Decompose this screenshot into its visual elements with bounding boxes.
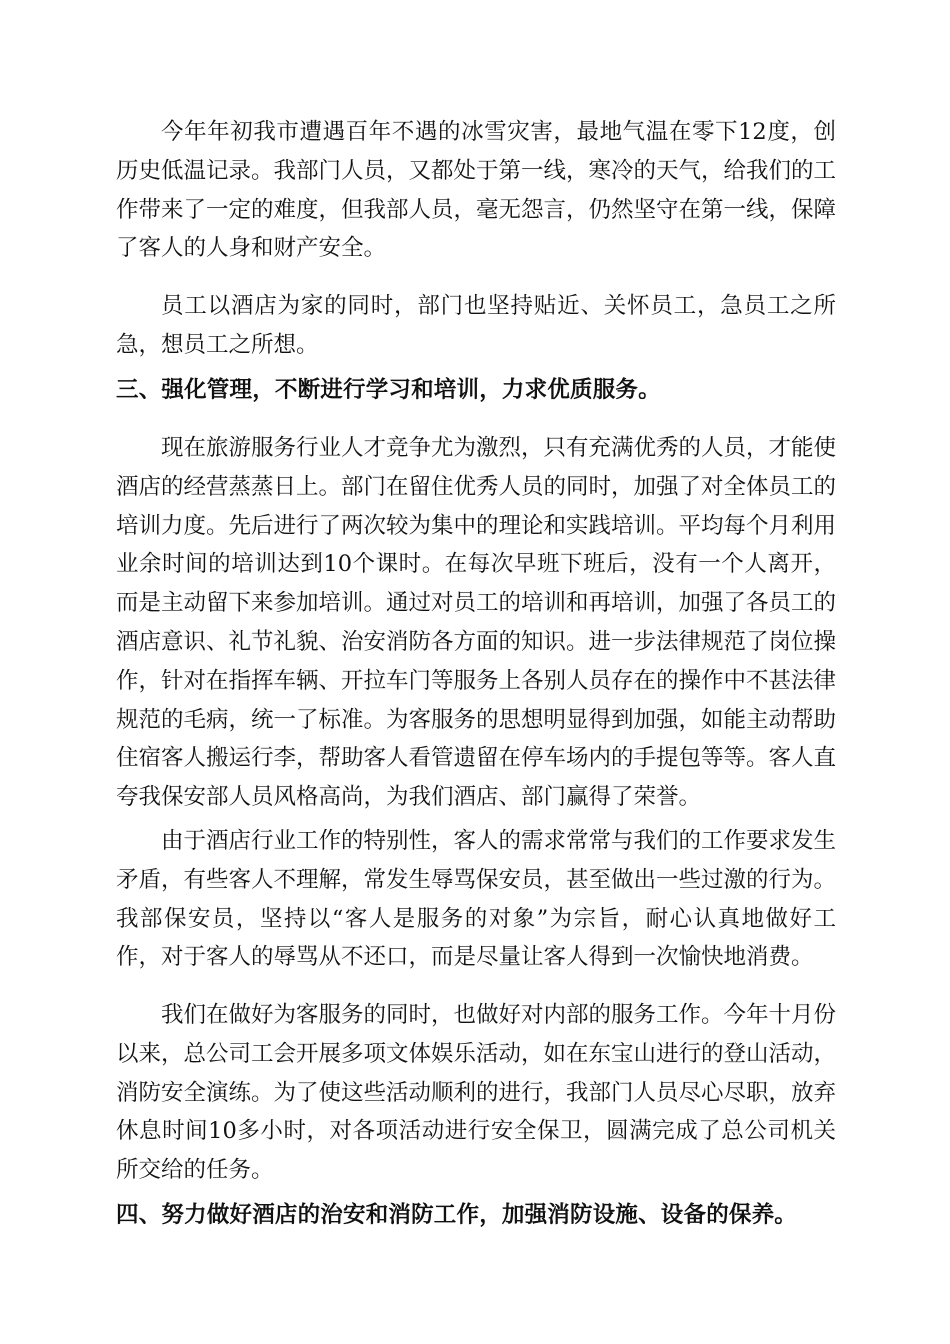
paragraph-employee-care: 员工以酒店为家的同时，部门也坚持贴近、关怀员工，急员工之所急，想员工之所想。 [116,293,836,358]
paragraph-customer-conflict: 由于酒店行业工作的特别性，客人的需求常常与我们的工作要求发生矛盾，有些客人不理解，常发生辱骂保安员，甚至做出一些过激的行为。我部保安员，坚持以“客人是服务的对象”为宗旨，耐心认真地做好工作，对于客人的辱骂从不还口，而是尽量让客人得到一次愉快地消费。 [116,828,837,971]
paragraph-training: 现在旅游服务行业人才竞争尤为激烈，只有充满优秀的人员，才能使酒店的经营蒸蒸日上。部门在留住优秀人员的同时，加强了对全体员工的培训力度。先后进行了两次较为集中的理论和实践培训。平均每个月利用业余时间的培训达到10个课时。在每次早班下班后，没有一个人离开，而是主动留下来参加培训。通过对员工的培训和再培训，加强了各员工的酒店意识、礼节礼貌、治安消防各方面的知识。进一步法律规范了岗位操作，针对在指挥车辆、开拉车门等服务上各别人员存在的操作中不甚法律规范的毛病，统一了标准。为客服务的思想明显得到加强，如能主动帮助住宿客人搬运行李，帮助客人看管遗留在停车场内的手提包等等。客人直夸我保安部人员风格高尚，为我们酒店、部门赢得了荣誉。 [116,435,837,811]
paragraph-ice-disaster: 今年年初我市遭遇百年不遇的冰雪灾害，最地气温在零下12度，创历史低温记录。我部门人员，又都处于第一线，寒冷的天气，给我们的工作带来了一定的难度，但我部人员，毫无怨言，仍然坚守在第一线，保障了客人的人身和财产安全。 [116,119,837,262]
section-heading-three: 三、强化管理，不断进行学习和培训，力求优质服务。 [116,377,661,403]
paragraph-internal-service: 我们在做好为客服务的同时，也做好对内部的服务工作。今年十月份以来，总公司工会开展多项文体娱乐活动，如在东宝山进行的登山活动，消防安全演练。为了使这些活动顺利的进行，我部门人员尽心尽职，放弃休息时间10多小时，对各项活动进行安全保卫，圆满完成了总公司机关所交给的任务。 [116,1002,837,1184]
section-heading-four: 四、努力做好酒店的治安和消防工作，加强消防设施、设备的保养。 [116,1202,798,1228]
